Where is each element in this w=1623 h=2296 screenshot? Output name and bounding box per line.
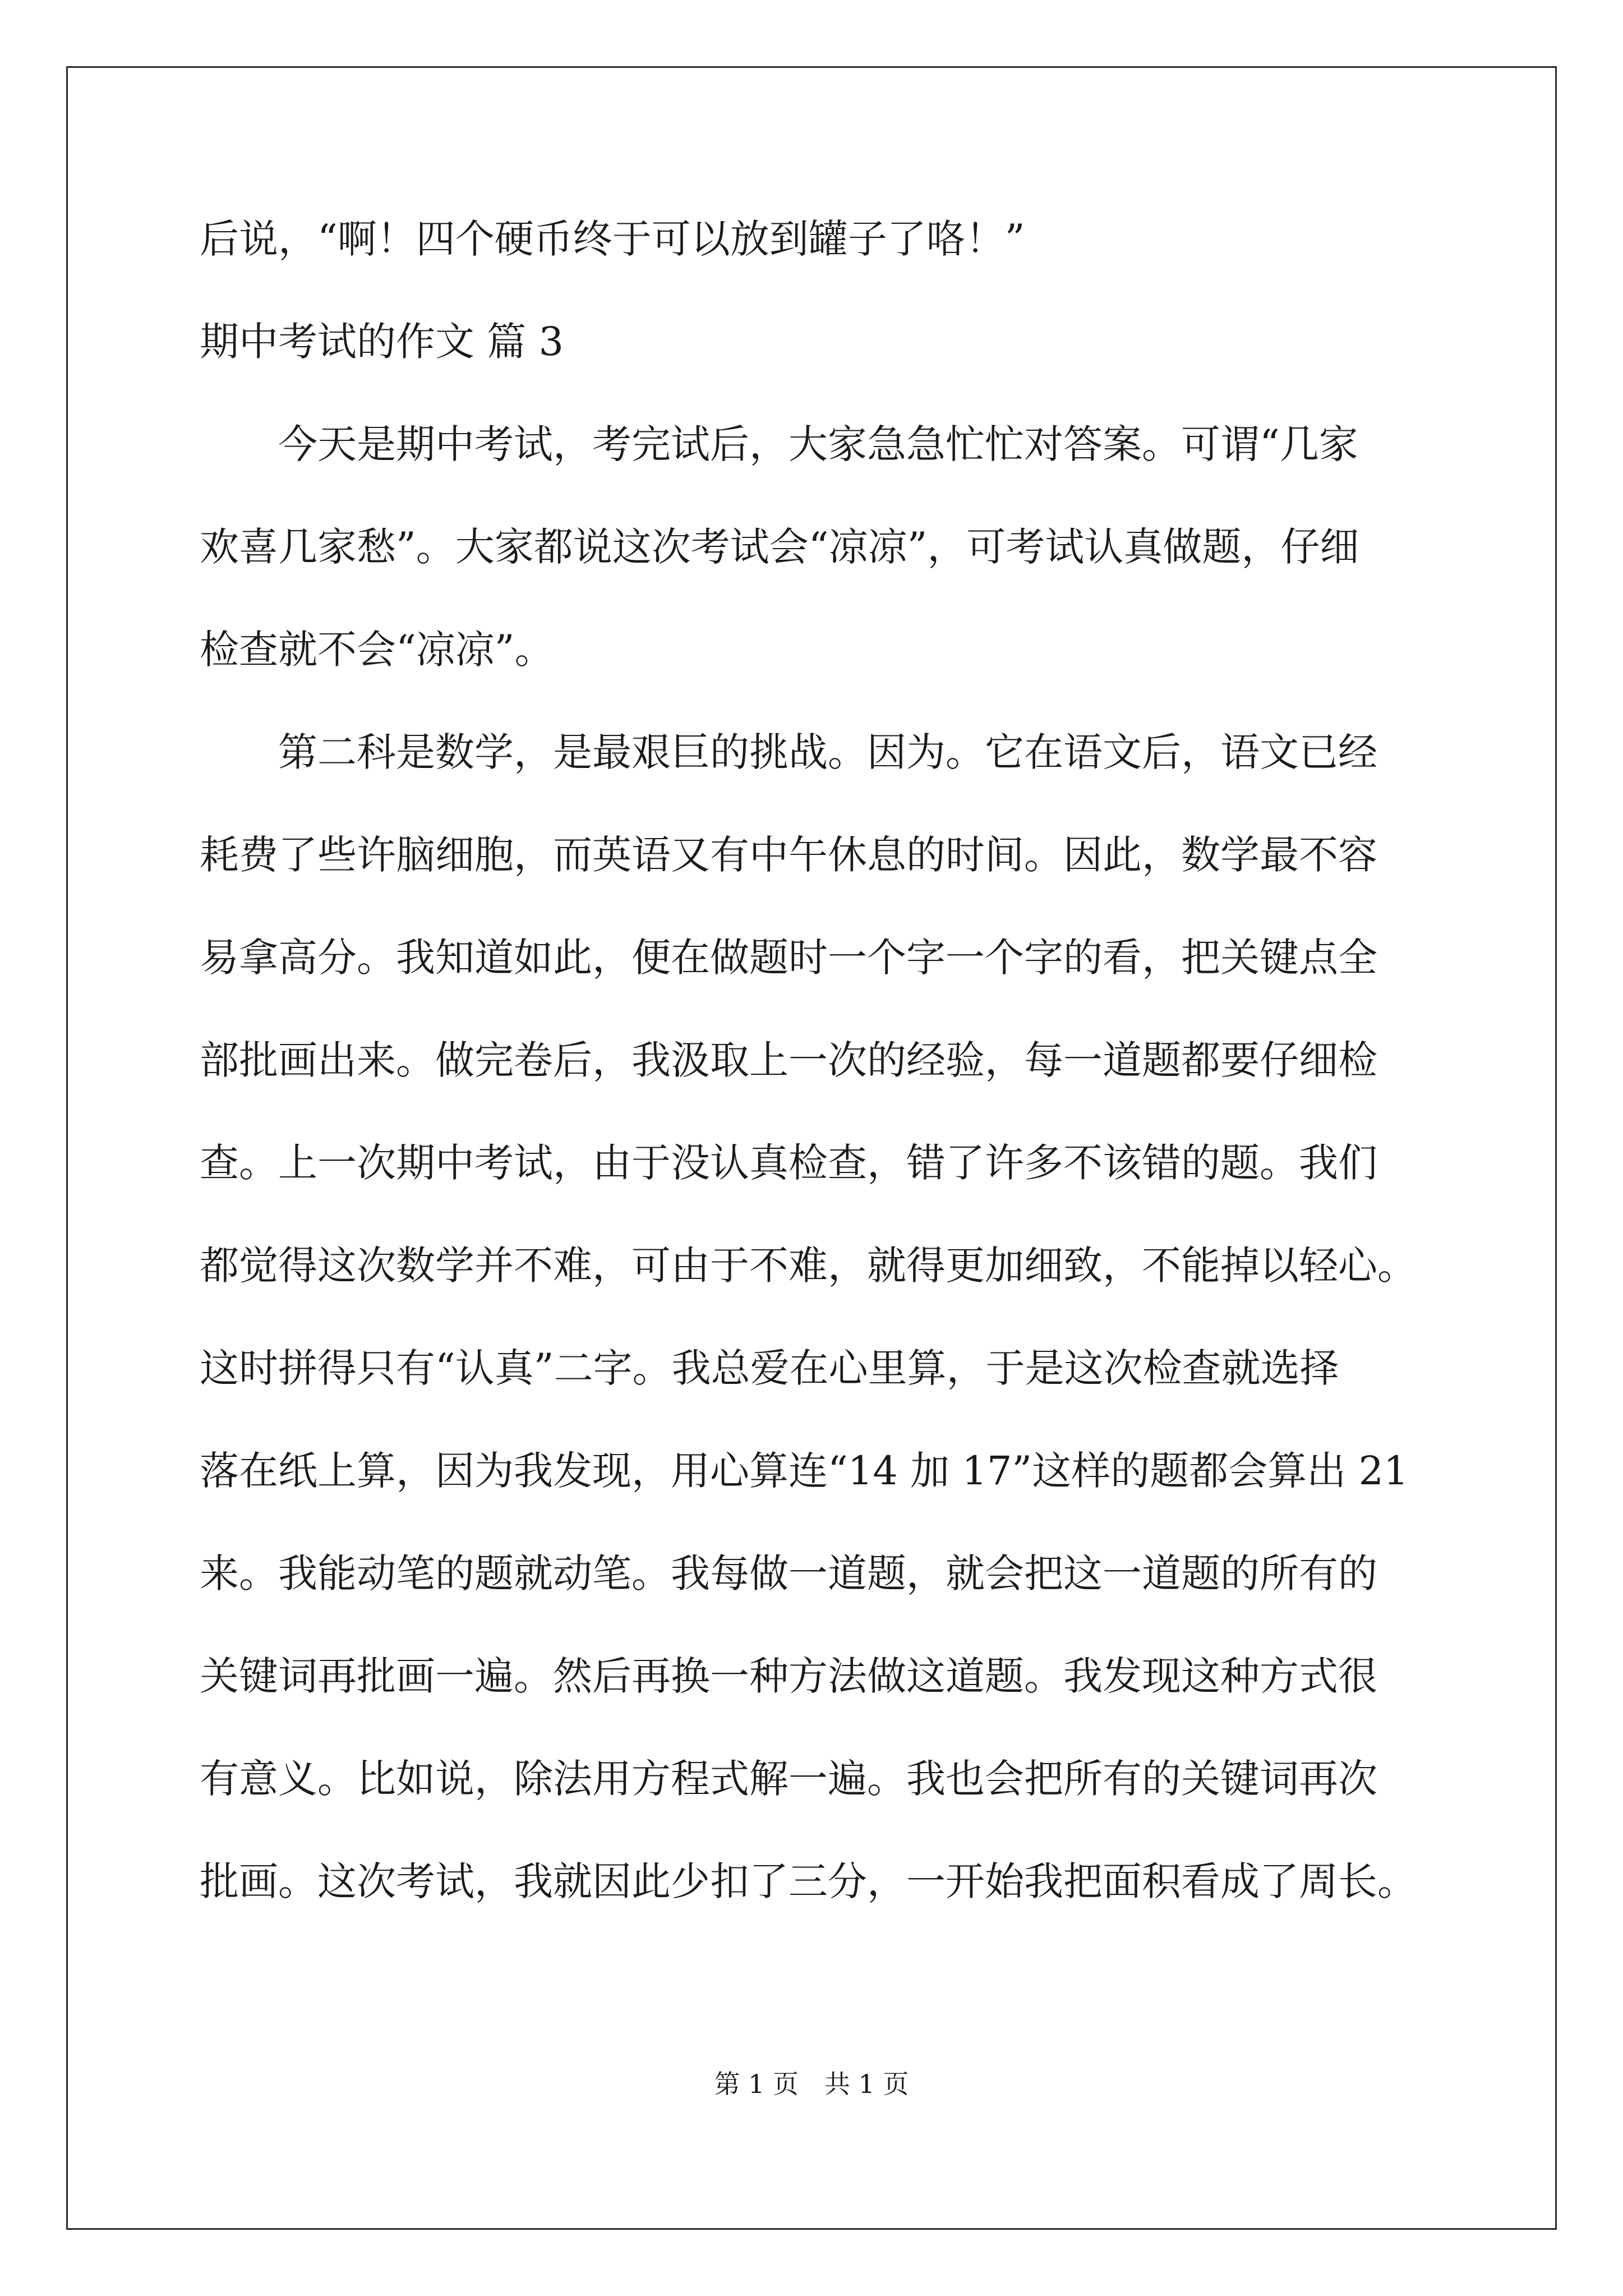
document-body: [200, 188, 1433, 1933]
text-line: 有意义。比如说，除法用方程式解一遍。我也会把所有的关键词再次: [200, 1756, 1377, 1802]
text-line: 欢喜几家愁”。大家都说这次考试会“凉凉”，可考试认真做题，仔细: [200, 524, 1359, 570]
text-line: 第二科是数学，是最艰巨的挑战。因为。它在语文后，语文已经: [278, 729, 1377, 775]
text-line: 易拿高分。我知道如此，便在做题时一个字一个字的看，把关键点全: [200, 935, 1377, 981]
text-line: 这时拼得只有“认真”二字。我总爱在心里算，于是这次检查就选择: [200, 1345, 1339, 1391]
text-line: 来。我能动笔的题就动笔。我每做一道题，就会把这一道题的所有的: [200, 1550, 1377, 1596]
text-line: 今天是期中考试，考完试后，大家急急忙忙对答案。可谓“几家: [278, 421, 1358, 467]
text-line: 批画。这次考试，我就因此少扣了三分，一开始我把面积看成了周长。: [200, 1858, 1417, 1904]
text-line: 查。上一次期中考试，由于没认真检查，错了许多不该错的题。我们: [200, 1140, 1377, 1186]
section-heading: 期中考试的作文 篇 3: [200, 319, 564, 365]
text-line: 部批画出来。做完卷后，我汲取上一次的经验，每一道题都要仔细检: [200, 1037, 1377, 1083]
text-line: 耗费了些许脑细胞，而英语又有中午休息的时间。因此，数学最不容: [200, 832, 1377, 878]
text-line: 落在纸上算，因为我发现，用心算连“14 加 17”这样的题都会算出 21: [200, 1448, 1409, 1494]
text-line: 关键词再批画一遍。然后再换一种方法做这道题。我发现这种方式很: [200, 1653, 1377, 1699]
text-line: 都觉得这次数学并不难，可由于不难，就得更加细致，不能掉以轻心。: [200, 1243, 1417, 1289]
text-line: 后说，“啊！四个硬币终于可以放到罐子了咯！”: [200, 216, 1025, 262]
page-footer: 第 1 页 共 1 页: [714, 2069, 909, 2099]
text-line: 检查就不会“凉凉”。: [200, 627, 554, 673]
